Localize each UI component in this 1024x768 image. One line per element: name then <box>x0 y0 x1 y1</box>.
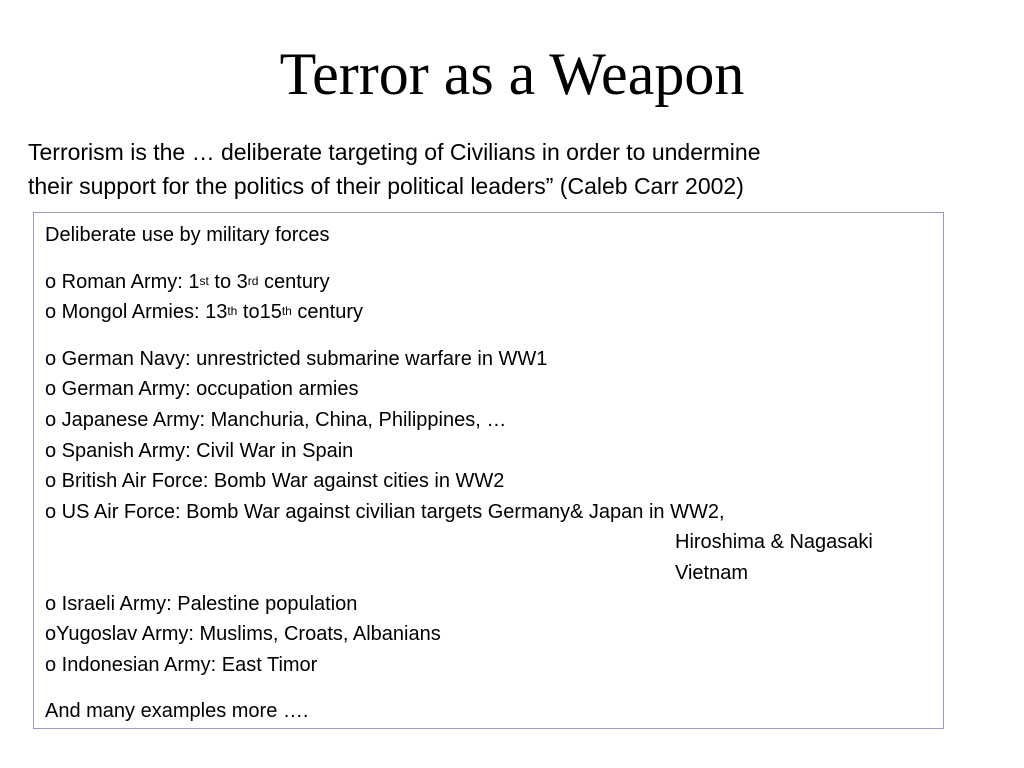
list-item-mongol-armies <box>45 297 940 328</box>
closing-line: And many examples more …. <box>45 700 309 723</box>
list-item: oYugoslav Army: Muslims, Croats, Albanians <box>45 623 441 646</box>
list-item: o British Air Force: Bomb War against cities in WW2 <box>45 470 505 493</box>
spacer <box>45 328 940 344</box>
mongol-sup-1: th <box>227 304 238 319</box>
roman-sup-2: rd <box>247 273 259 288</box>
list-item-continuation: Vietnam <box>675 561 749 584</box>
mongol-text-a: o Mongol Armies: 13 <box>45 301 228 324</box>
mongol-text-b: to15 <box>237 301 282 324</box>
box-heading: Deliberate use by military forces <box>45 224 330 246</box>
list-item-roman-army <box>45 267 940 298</box>
list-item: o Spanish Army: Civil War in Spain <box>45 439 354 462</box>
examples-list <box>45 220 940 727</box>
list-item: o US Air Force: Bomb War against civilian targets Germany& Japan in WW2, <box>45 500 725 523</box>
mongol-text-c: century <box>291 301 363 324</box>
list-item: o Indonesian Army: East Timor <box>45 653 318 676</box>
roman-sup-1: st <box>199 273 209 288</box>
mongol-sup-2: th <box>281 304 292 319</box>
roman-text-a: o Roman Army: 1 <box>45 270 200 293</box>
list-item: o German Army: occupation armies <box>45 378 359 401</box>
slide-title: Terror as a Weapon <box>279 41 745 107</box>
spacer <box>45 680 940 696</box>
list-item: o Israeli Army: Palestine population <box>45 592 358 615</box>
roman-text-c: century <box>258 270 330 293</box>
spacer <box>45 251 940 267</box>
list-item: o German Navy: unrestricted submarine warfare in WW1 <box>45 347 548 370</box>
intro-quote <box>28 135 1008 203</box>
list-item: o Japanese Army: Manchuria, China, Philippines, … <box>45 408 507 431</box>
intro-line-2: their support for the politics of their political leaders” (Caleb Carr 2002) <box>28 173 744 199</box>
roman-text-b: to 3 <box>208 270 248 293</box>
intro-line-1: Terrorism is the … deliberate targeting of Civilians in order to undermine <box>28 139 761 165</box>
list-item-continuation: Hiroshima & Nagasaki <box>675 531 873 554</box>
